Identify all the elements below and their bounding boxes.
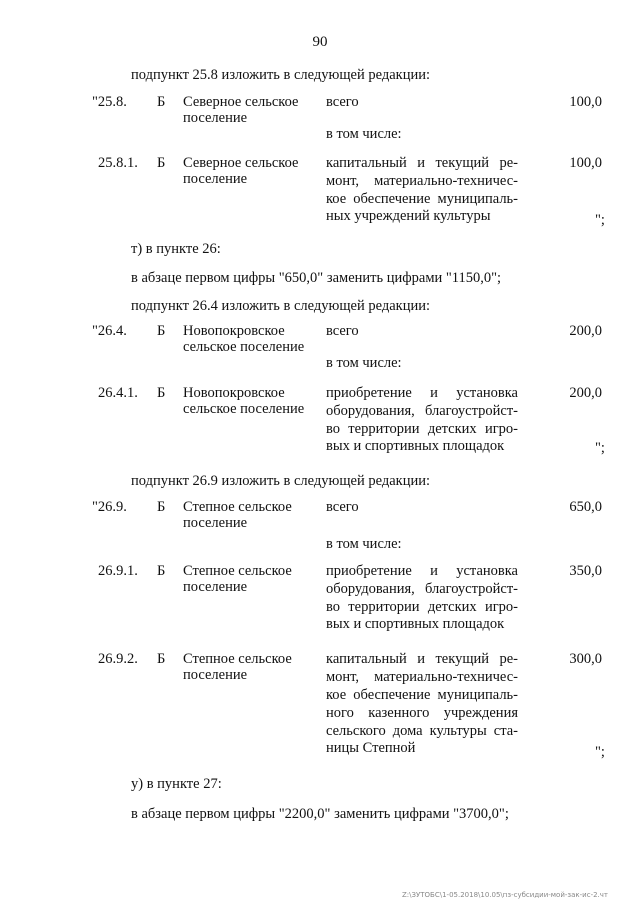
row-description-line: приобретение и установка: [326, 385, 518, 401]
paragraph: подпункт 26.9 изложить в следующей редакции:: [131, 473, 431, 489]
row-name-line: Степное сельское: [183, 499, 292, 515]
row-name-line: поселение: [183, 110, 248, 126]
paragraph: подпункт 25.8 изложить в следующей редакции:: [131, 67, 431, 83]
row-name-line: сельское поселение: [183, 401, 305, 417]
row-category: Б: [157, 385, 166, 401]
row-number: "26.9.: [92, 499, 127, 515]
row-description-line: ного казенного учреждения: [326, 705, 518, 721]
row-description-line: оборудования, благоустройст-: [326, 581, 518, 597]
row-description-line: вых и спортивных площадок: [326, 616, 505, 632]
row-amount: 200,0: [569, 323, 602, 339]
row-name-line: сельское поселение: [183, 339, 305, 355]
paragraph: т) в пункте 26:: [131, 241, 221, 257]
row-amount: 350,0: [569, 563, 602, 579]
closing-quote: ";: [595, 212, 605, 228]
row-name-line: Новопокровское: [183, 323, 285, 339]
row-description: всего: [326, 499, 359, 515]
row-number: 26.9.1.: [98, 563, 138, 579]
page-number: 90: [312, 34, 328, 50]
row-description-line: кое обеспечение муниципаль-: [326, 687, 518, 703]
row-category: Б: [157, 155, 166, 171]
row-name-line: Северное сельское: [183, 94, 299, 110]
closing-quote: ";: [595, 744, 605, 760]
row-category: Б: [157, 651, 166, 667]
row-name-line: Новопокровское: [183, 385, 285, 401]
row-description-line: ных учреждений культуры: [326, 208, 491, 224]
row-number: 26.9.2.: [98, 651, 138, 667]
row-description-line: во территории детских игро-: [326, 599, 518, 615]
row-category: Б: [157, 94, 166, 110]
row-name-line: поселение: [183, 515, 248, 531]
row-description-line: во территории детских игро-: [326, 421, 518, 437]
row-description-line: капитальный и текущий ре-: [326, 651, 518, 667]
row-amount: 200,0: [569, 385, 602, 401]
row-category: Б: [157, 323, 166, 339]
row-name-line: Степное сельское: [183, 563, 292, 579]
row-description-line: монт, материально-техничес-: [326, 173, 518, 189]
row-description-line: вых и спортивных площадок: [326, 438, 505, 454]
row-name-line: поселение: [183, 579, 248, 595]
closing-quote: ";: [595, 440, 605, 456]
row-description-line: приобретение и установка: [326, 563, 518, 579]
row-subtotal-label: в том числе:: [326, 536, 402, 552]
row-description: всего: [326, 94, 359, 110]
paragraph: подпункт 26.4 изложить в следующей редакции:: [131, 298, 431, 314]
row-name-line: Северное сельское: [183, 155, 299, 171]
paragraph: в абзаце первом цифры "2200,0" заменить цифрами "3700,0";: [131, 806, 509, 822]
file-path-footer: Z:\ЗУТОБС\1-05.2018\10.05\пз-субсидии-мой-зак-ис-2.чт: [402, 891, 608, 899]
row-description-line: кое обеспечение муниципаль-: [326, 191, 518, 207]
paragraph: у) в пункте 27:: [131, 776, 222, 792]
row-description: всего: [326, 323, 359, 339]
row-subtotal-label: в том числе:: [326, 355, 402, 371]
paragraph: в абзаце первом цифры "650,0" заменить цифрами "1150,0";: [131, 270, 502, 286]
row-amount: 100,0: [569, 155, 602, 171]
row-description-line: ницы Степной: [326, 740, 416, 756]
row-description-line: сельского дома культуры ста-: [326, 723, 518, 739]
row-amount: 650,0: [569, 499, 602, 515]
row-category: Б: [157, 563, 166, 579]
row-name-line: Степное сельское: [183, 651, 292, 667]
row-name-line: поселение: [183, 667, 248, 683]
row-number: "26.4.: [92, 323, 127, 339]
row-subtotal-label: в том числе:: [326, 126, 402, 142]
row-category: Б: [157, 499, 166, 515]
row-description-line: монт, материально-техничес-: [326, 669, 518, 685]
row-number: 25.8.1.: [98, 155, 138, 171]
row-name-line: поселение: [183, 171, 248, 187]
row-description-line: капитальный и текущий ре-: [326, 155, 518, 171]
row-amount: 100,0: [569, 94, 602, 110]
row-description-line: оборудования, благоустройст-: [326, 403, 518, 419]
row-number: "25.8.: [92, 94, 127, 110]
row-amount: 300,0: [569, 651, 602, 667]
row-number: 26.4.1.: [98, 385, 138, 401]
